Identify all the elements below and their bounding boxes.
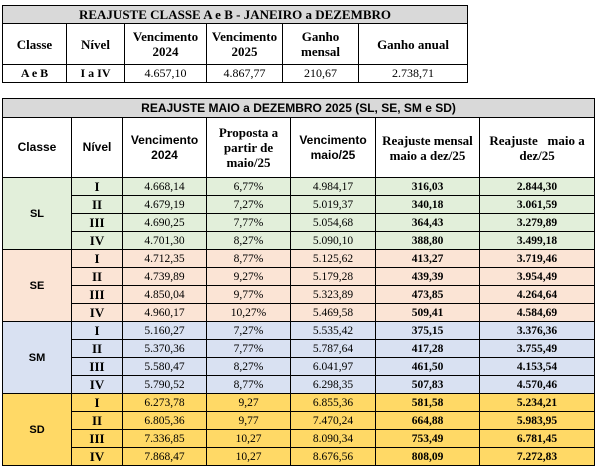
cell-nivel: III <box>72 286 123 304</box>
cell-proposta: 10,27 <box>207 430 291 448</box>
cell-reajuste-mensal: 509,41 <box>376 304 480 322</box>
table-row <box>3 286 595 304</box>
cell-vencimento-2024: 7.868,47 <box>123 448 207 466</box>
cell-vencimento-2025: 4.867,77 <box>207 65 283 83</box>
table-row <box>3 268 595 286</box>
cell-reajuste-mensal: 340,18 <box>376 196 480 214</box>
cell-nivel: IV <box>72 448 123 466</box>
table-row <box>3 304 595 322</box>
table-row <box>3 376 595 394</box>
cell-reajuste-total: 4.153,54 <box>480 358 595 376</box>
cell-ganho-anual: 2.738,71 <box>359 65 468 83</box>
cell-proposta: 8,77% <box>207 376 291 394</box>
table-row <box>3 196 595 214</box>
table-row <box>3 214 595 232</box>
cell-proposta: 8,77% <box>207 250 291 268</box>
cell-vencimento-maio: 7.470,24 <box>291 412 376 430</box>
cell-vencimento-2024: 6.273,78 <box>123 394 207 412</box>
cell-vencimento-2024: 4.850,04 <box>123 286 207 304</box>
cell-vencimento-2024: 4.739,89 <box>123 268 207 286</box>
header-classe: Classe <box>3 24 67 65</box>
cell-proposta: 8,27% <box>207 358 291 376</box>
cell-vencimento-maio: 5.179,28 <box>291 268 376 286</box>
cell-reajuste-mensal: 413,27 <box>376 250 480 268</box>
cell-vencimento-2024: 7.336,85 <box>123 430 207 448</box>
cell-reajuste-total: 3.499,18 <box>480 232 595 250</box>
cell-reajuste-total: 7.272,83 <box>480 448 595 466</box>
cell-vencimento-2024: 4.679,19 <box>123 196 207 214</box>
cell-reajuste-total: 3.719,46 <box>480 250 595 268</box>
cell-vencimento-2024: 4.690,25 <box>123 214 207 232</box>
cell-vencimento-maio: 5.535,42 <box>291 322 376 340</box>
cell-proposta: 9,27% <box>207 268 291 286</box>
cell-vencimento-2024: 4.712,35 <box>123 250 207 268</box>
table2-title: REAJUSTE MAIO a DEZEMBRO 2025 (SL, SE, SM e SD) <box>3 99 595 118</box>
cell-proposta: 10,27 <box>207 448 291 466</box>
cell-nivel: I a IV <box>67 65 125 83</box>
cell-vencimento-2024: 4.657,10 <box>125 65 207 83</box>
cell-proposta: 6,77% <box>207 178 291 196</box>
cell-nivel: I <box>72 178 123 196</box>
cell-nivel: III <box>72 430 123 448</box>
cell-reajuste-mensal: 461,50 <box>376 358 480 376</box>
cell-nivel: III <box>72 214 123 232</box>
cell-reajuste-mensal: 808,09 <box>376 448 480 466</box>
cell-vencimento-2024: 6.805,36 <box>123 412 207 430</box>
cell-proposta: 9,77 <box>207 412 291 430</box>
table-row <box>3 178 595 196</box>
cell-vencimento-2024: 5.580,47 <box>123 358 207 376</box>
cell-reajuste-mensal: 664,88 <box>376 412 480 430</box>
cell-vencimento-maio: 6.298,35 <box>291 376 376 394</box>
cell-classe: SD <box>3 394 72 466</box>
cell-nivel: I <box>72 394 123 412</box>
cell-classe: SE <box>3 250 72 322</box>
header-classe: Classe <box>3 118 72 178</box>
cell-reajuste-mensal: 316,03 <box>376 178 480 196</box>
cell-vencimento-maio: 6.855,36 <box>291 394 376 412</box>
cell-reajuste-mensal: 364,43 <box>376 214 480 232</box>
cell-nivel: III <box>72 358 123 376</box>
cell-vencimento-maio: 5.019,37 <box>291 196 376 214</box>
cell-proposta: 9,27 <box>207 394 291 412</box>
cell-reajuste-total: 3.061,59 <box>480 196 595 214</box>
cell-classe: A e B <box>3 65 67 83</box>
cell-vencimento-maio: 5.323,89 <box>291 286 376 304</box>
cell-nivel: II <box>72 412 123 430</box>
cell-reajuste-total: 3.376,36 <box>480 322 595 340</box>
header-vencimento-2025: Vencimento 2025 <box>207 24 283 65</box>
header-proposta: Proposta a partir de maio/25 <box>207 118 291 178</box>
cell-proposta: 7,77% <box>207 340 291 358</box>
cell-nivel: I <box>72 250 123 268</box>
header-vencimento-maio: Vencimento maio/25 <box>291 118 376 178</box>
cell-reajuste-total: 3.755,49 <box>480 340 595 358</box>
cell-reajuste-total: 2.844,30 <box>480 178 595 196</box>
header-nivel: Nível <box>67 24 125 65</box>
table-row <box>3 250 595 268</box>
cell-vencimento-maio: 5.090,10 <box>291 232 376 250</box>
cell-vencimento-maio: 8.090,34 <box>291 430 376 448</box>
reajuste-maio-dezembro-table <box>2 98 595 466</box>
table-row <box>3 448 595 466</box>
cell-proposta: 10,27% <box>207 304 291 322</box>
header-vencimento-2024: Vencimento 2024 <box>123 118 207 178</box>
cell-vencimento-maio: 5.054,68 <box>291 214 376 232</box>
cell-reajuste-total: 5.983,95 <box>480 412 595 430</box>
cell-nivel: II <box>72 268 123 286</box>
table-row <box>3 232 595 250</box>
table-row <box>3 65 468 83</box>
cell-vencimento-maio: 5.787,64 <box>291 340 376 358</box>
cell-vencimento-2024: 5.160,27 <box>123 322 207 340</box>
cell-reajuste-mensal: 581,58 <box>376 394 480 412</box>
cell-vencimento-2024: 4.960,17 <box>123 304 207 322</box>
table-row <box>3 340 595 358</box>
cell-vencimento-2024: 4.668,14 <box>123 178 207 196</box>
cell-reajuste-total: 4.570,46 <box>480 376 595 394</box>
cell-vencimento-maio: 8.676,56 <box>291 448 376 466</box>
cell-vencimento-2024: 4.701,30 <box>123 232 207 250</box>
cell-reajuste-mensal: 753,49 <box>376 430 480 448</box>
cell-reajuste-mensal: 417,28 <box>376 340 480 358</box>
table-row <box>3 430 595 448</box>
header-ganho-mensal: Ganho mensal <box>283 24 359 65</box>
cell-proposta: 7,77% <box>207 214 291 232</box>
cell-reajuste-total: 6.781,45 <box>480 430 595 448</box>
table-row <box>3 394 595 412</box>
cell-vencimento-2024: 5.370,36 <box>123 340 207 358</box>
cell-proposta: 7,27% <box>207 322 291 340</box>
cell-reajuste-mensal: 439,39 <box>376 268 480 286</box>
cell-reajuste-total: 5.234,21 <box>480 394 595 412</box>
cell-reajuste-mensal: 507,83 <box>376 376 480 394</box>
cell-reajuste-total: 4.584,69 <box>480 304 595 322</box>
cell-proposta: 9,77% <box>207 286 291 304</box>
cell-reajuste-mensal: 388,80 <box>376 232 480 250</box>
header-nivel: Nível <box>72 118 123 178</box>
cell-nivel: I <box>72 322 123 340</box>
cell-nivel: II <box>72 340 123 358</box>
header-ganho-anual: Ganho anual <box>359 24 468 65</box>
cell-reajuste-mensal: 473,85 <box>376 286 480 304</box>
header-vencimento-2024: Vencimento 2024 <box>125 24 207 65</box>
cell-nivel: IV <box>72 232 123 250</box>
cell-reajuste-total: 4.264,64 <box>480 286 595 304</box>
cell-vencimento-maio: 5.125,62 <box>291 250 376 268</box>
table-row <box>3 322 595 340</box>
cell-proposta: 8,27% <box>207 232 291 250</box>
header-reajuste-mensal: Reajuste mensal maio a dez/25 <box>376 118 480 178</box>
cell-vencimento-maio: 6.041,97 <box>291 358 376 376</box>
header-reajuste-total: Reajuste maio a dez/25 <box>480 118 595 178</box>
cell-nivel: IV <box>72 376 123 394</box>
table2-body <box>3 178 595 466</box>
cell-vencimento-maio: 4.984,17 <box>291 178 376 196</box>
cell-reajuste-total: 3.954,49 <box>480 268 595 286</box>
cell-vencimento-2024: 5.790,52 <box>123 376 207 394</box>
table1-title: REAJUSTE CLASSE A e B - JANEIRO a DEZEMBRO <box>3 6 468 24</box>
cell-classe: SM <box>3 322 72 394</box>
cell-ganho-mensal: 210,67 <box>283 65 359 83</box>
table-row <box>3 412 595 430</box>
cell-nivel: II <box>72 196 123 214</box>
cell-proposta: 7,27% <box>207 196 291 214</box>
cell-nivel: IV <box>72 304 123 322</box>
table-row <box>3 358 595 376</box>
cell-reajuste-total: 3.279,89 <box>480 214 595 232</box>
cell-classe: SL <box>3 178 72 250</box>
cell-reajuste-mensal: 375,15 <box>376 322 480 340</box>
reajuste-classe-ab-table <box>2 5 468 83</box>
cell-vencimento-maio: 5.469,58 <box>291 304 376 322</box>
